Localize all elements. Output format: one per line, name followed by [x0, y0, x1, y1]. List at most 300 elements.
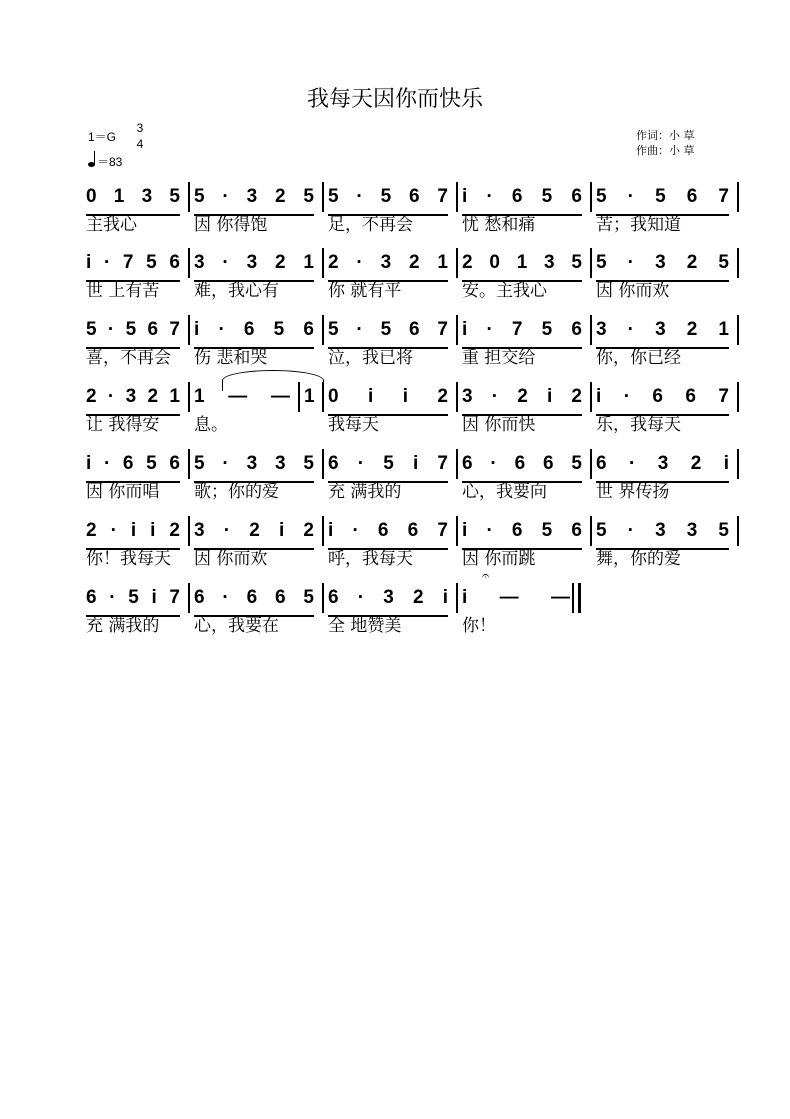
- composer: 作曲：小 草: [636, 144, 695, 157]
- note: i: [462, 319, 468, 340]
- measure-notes: [596, 252, 729, 274]
- note: 2: [690, 453, 702, 474]
- note: 5: [303, 453, 314, 474]
- lyric-text: 因 你而唱: [86, 482, 160, 502]
- measure: [86, 520, 180, 546]
- note: 7: [718, 186, 729, 207]
- measure-notes: [328, 520, 448, 542]
- measure-notes: [86, 453, 180, 475]
- barline: [322, 516, 324, 546]
- note: i: [402, 386, 408, 407]
- time-signature-bottom: 4: [136, 137, 144, 151]
- measure: [328, 587, 448, 613]
- lyric-text: 你！我每天: [86, 549, 171, 569]
- note: 5: [571, 252, 582, 273]
- note: 3: [125, 386, 137, 407]
- barline: [590, 516, 592, 546]
- measure: [86, 252, 180, 278]
- lyric-text: 让 我得安: [86, 415, 160, 435]
- lyric-text: 心，我要向: [462, 482, 547, 502]
- measure: [596, 252, 729, 278]
- note: 3: [383, 587, 394, 608]
- measure-notes: [596, 186, 729, 208]
- measure: [462, 186, 582, 212]
- lyric-text: 因 你而跳: [462, 549, 536, 569]
- note: 3: [657, 453, 669, 474]
- note: 5: [718, 520, 729, 541]
- note: 6: [303, 319, 314, 340]
- note: ·: [357, 587, 365, 608]
- note: 6: [274, 587, 286, 608]
- note: ·: [486, 520, 493, 541]
- measure: [328, 186, 448, 212]
- barline: [456, 182, 458, 212]
- lyric-text: 充 满我的: [86, 616, 160, 636]
- note: 6: [571, 520, 582, 541]
- note: 6: [652, 386, 663, 407]
- note: 2: [274, 186, 286, 207]
- note: 7: [437, 453, 448, 474]
- note: 5: [541, 520, 553, 541]
- note: 6: [571, 319, 582, 340]
- lyric-text: 舞，你的爱: [596, 549, 681, 569]
- note: 7: [437, 520, 448, 541]
- lyric-text: 乐，我每天: [596, 415, 681, 435]
- note: 3: [655, 319, 666, 340]
- note: ·: [357, 453, 365, 474]
- note: 5: [194, 453, 205, 474]
- score-line: [0, 447, 790, 511]
- note: 7: [122, 252, 134, 273]
- note: ·: [356, 186, 363, 207]
- note: 2: [249, 520, 260, 541]
- note: ·: [110, 520, 117, 541]
- barline: [322, 182, 324, 212]
- measure-notes: [194, 252, 314, 274]
- note: —: [228, 386, 248, 407]
- lyric-text: 泣，我已将: [328, 348, 413, 368]
- note: 6: [407, 520, 419, 541]
- note: 7: [437, 319, 448, 340]
- measure: [86, 587, 180, 613]
- lyric-text: 忧 愁和痛: [462, 215, 536, 235]
- lyric-text: 你，你已经: [596, 348, 681, 368]
- note: 2: [147, 386, 159, 407]
- barline: [456, 516, 458, 546]
- note: 6: [685, 386, 696, 407]
- barline: [590, 248, 592, 278]
- note: 5: [146, 252, 157, 273]
- note: 0: [86, 186, 97, 207]
- barline: [737, 449, 739, 479]
- measure: [194, 453, 314, 479]
- barline: [188, 315, 190, 345]
- time-signature: [133, 121, 147, 152]
- note: i: [462, 520, 468, 541]
- note: ·: [490, 453, 497, 474]
- barline: [590, 182, 592, 212]
- measure: [194, 319, 314, 345]
- lyric-text: 你 就有平: [328, 281, 402, 301]
- quarter-note-icon: [88, 162, 95, 167]
- barline: [188, 382, 190, 412]
- note: 7: [511, 319, 523, 340]
- note: ·: [486, 319, 493, 340]
- lyric-text: 世 界传扬: [596, 482, 670, 502]
- note: 2: [86, 386, 97, 407]
- note: 2: [408, 252, 420, 273]
- credits: [636, 128, 695, 158]
- measure: [86, 186, 180, 212]
- note: 5: [541, 319, 553, 340]
- note: —: [270, 386, 290, 407]
- note: —: [551, 587, 570, 608]
- measure-notes: [86, 186, 180, 208]
- measure: [328, 386, 448, 412]
- measure-notes: [596, 386, 729, 408]
- measure-notes: [328, 587, 448, 609]
- lyric-text: 苦；我知道: [596, 215, 681, 235]
- note: ·: [356, 252, 363, 273]
- note: ·: [352, 520, 359, 541]
- note: ·: [107, 386, 115, 407]
- note: i: [462, 587, 468, 608]
- note: 6: [514, 453, 526, 474]
- note: 0: [328, 386, 339, 407]
- measure-notes: [596, 453, 729, 475]
- measure-notes: [328, 186, 448, 208]
- note: 5: [273, 319, 285, 340]
- barline: [188, 449, 190, 479]
- note: 3: [462, 386, 473, 407]
- measure-notes: [328, 453, 448, 475]
- barline: [590, 315, 592, 345]
- note: i: [412, 453, 419, 474]
- note: i: [86, 453, 92, 474]
- barline: [456, 583, 458, 613]
- note: 5: [541, 186, 553, 207]
- note: 2: [412, 587, 424, 608]
- note: ·: [107, 319, 115, 340]
- measure-notes: [194, 186, 314, 208]
- note: ·: [627, 319, 634, 340]
- note: 6: [377, 520, 389, 541]
- barline: [188, 248, 190, 278]
- measure: [194, 587, 314, 613]
- measure: [86, 319, 180, 345]
- note: 5: [169, 186, 180, 207]
- measure: [328, 520, 448, 546]
- note: 2: [274, 252, 286, 273]
- note: i: [723, 453, 729, 474]
- measure-notes: [86, 520, 180, 542]
- note: 2: [86, 520, 97, 541]
- barline: [188, 583, 190, 613]
- note: 6: [542, 453, 554, 474]
- note: i: [150, 520, 156, 541]
- note: 5: [596, 520, 607, 541]
- note: ·: [109, 587, 116, 608]
- measure-notes: [86, 319, 180, 341]
- lyric-text: [304, 414, 314, 436]
- note: 1: [169, 386, 180, 407]
- note: ·: [222, 186, 229, 207]
- score-line: [0, 569, 790, 645]
- final-barline-thin: [572, 583, 574, 613]
- note: 6: [246, 587, 258, 608]
- lyric-text: 我每天: [328, 415, 379, 435]
- note: 6: [86, 587, 97, 608]
- note: 5: [86, 319, 97, 340]
- measure: [462, 520, 582, 546]
- measure: [194, 186, 314, 212]
- lyric-text: 因 你而欢: [596, 281, 670, 301]
- note: ·: [627, 186, 634, 207]
- barline: [456, 382, 458, 412]
- measure-notes: [462, 587, 570, 609]
- barline: [737, 516, 739, 546]
- note: 1: [437, 252, 448, 273]
- note: ·: [628, 453, 636, 474]
- note: 3: [194, 252, 205, 273]
- barline: [737, 182, 739, 212]
- note: i: [442, 587, 448, 608]
- note: 2: [303, 520, 314, 541]
- note: 7: [437, 186, 448, 207]
- score-line: [0, 313, 790, 377]
- note: 3: [246, 252, 258, 273]
- note: 6: [571, 186, 582, 207]
- lyric-text: 主我心: [86, 215, 137, 235]
- measure-notes: [328, 319, 448, 341]
- lyricist: 作词：小 草: [636, 129, 695, 142]
- note: 2: [462, 252, 473, 273]
- note: 1: [113, 186, 125, 207]
- note: 2: [571, 386, 582, 407]
- note: 3: [380, 252, 392, 273]
- measure-notes: [328, 386, 448, 408]
- lyric-text: 心，我要在: [194, 616, 279, 636]
- note: 1: [718, 319, 729, 340]
- note: 6: [169, 453, 180, 474]
- measure: [596, 386, 729, 412]
- measure-notes: [462, 186, 582, 208]
- note: 6: [462, 453, 473, 474]
- note: 5: [125, 319, 137, 340]
- note: 5: [328, 319, 339, 340]
- time-signature-top: 3: [136, 121, 144, 135]
- note: i: [130, 520, 137, 541]
- barline: [737, 382, 739, 412]
- note: 6: [408, 319, 420, 340]
- note: 3: [655, 520, 666, 541]
- barline: [188, 182, 190, 212]
- note: i: [194, 319, 200, 340]
- song-title: 我每天因你而快乐: [306, 87, 483, 112]
- note: i: [462, 186, 468, 207]
- note: 5: [655, 186, 666, 207]
- lyric-text: 难，我心有: [194, 281, 279, 301]
- note: 1: [194, 386, 205, 407]
- note: 5: [571, 453, 582, 474]
- measure-notes: [86, 386, 180, 408]
- lyric-text: 伤 悲和哭: [194, 348, 268, 368]
- lyric-text: 安。主我心: [462, 281, 547, 301]
- measure: [194, 520, 314, 546]
- note: 1: [516, 252, 528, 273]
- note: i: [278, 520, 285, 541]
- note: 3: [274, 453, 286, 474]
- measure: [596, 520, 729, 546]
- measure-notes: [86, 252, 180, 274]
- note: 2: [686, 252, 698, 273]
- barline: [456, 315, 458, 345]
- measure: [462, 386, 582, 412]
- note: ·: [222, 453, 229, 474]
- note: —: [499, 587, 519, 608]
- barline: [456, 248, 458, 278]
- note: ·: [103, 453, 111, 474]
- note: i: [546, 386, 553, 407]
- lyric-text: 息。: [194, 415, 228, 435]
- barline: [322, 583, 324, 613]
- note: 5: [146, 453, 157, 474]
- note: 5: [718, 252, 729, 273]
- lyric-text: 因 你而快: [462, 415, 536, 435]
- barline: [590, 449, 592, 479]
- key-signature: 1＝G: [88, 130, 117, 144]
- note: 5: [128, 587, 139, 608]
- note: 3: [596, 319, 607, 340]
- measure: [328, 252, 448, 278]
- note: 6: [169, 252, 180, 273]
- note: 7: [169, 587, 180, 608]
- note: 3: [194, 520, 205, 541]
- note: i: [368, 386, 374, 407]
- note: 6: [686, 186, 698, 207]
- barline: [322, 248, 324, 278]
- note: 3: [686, 520, 698, 541]
- note: 2: [328, 252, 339, 273]
- note: ·: [222, 252, 229, 273]
- note: i: [596, 386, 602, 407]
- measure-notes: [462, 319, 582, 341]
- lyric-text: 足，不再会: [328, 215, 413, 235]
- note: 5: [380, 186, 392, 207]
- tempo-marking: [88, 153, 122, 170]
- note: 6: [408, 186, 420, 207]
- note: 1: [303, 252, 314, 273]
- note: 2: [169, 520, 180, 541]
- note: ·: [486, 186, 493, 207]
- measure-notes: [596, 520, 729, 542]
- note: i: [151, 587, 157, 608]
- lyric-text: 你！: [462, 616, 496, 636]
- note: 5: [596, 252, 607, 273]
- measure-notes: [86, 587, 180, 609]
- note: 6: [511, 186, 523, 207]
- note: 5: [194, 186, 205, 207]
- note: 7: [718, 386, 729, 407]
- note: 2: [437, 386, 448, 407]
- measure: [328, 453, 448, 479]
- measure: [462, 587, 570, 613]
- note: 3: [655, 252, 666, 273]
- lyric-text: 重 担交给: [462, 348, 536, 368]
- note: 5: [380, 319, 392, 340]
- measure-notes: [194, 453, 314, 475]
- lyric-text: 因 你得饱: [194, 215, 268, 235]
- note: 0: [489, 252, 500, 273]
- tempo-value: ＝83: [97, 155, 123, 169]
- barline: [322, 315, 324, 345]
- score-line: [0, 514, 790, 578]
- note: 6: [243, 319, 255, 340]
- note: 3: [246, 453, 258, 474]
- measure-notes: [328, 252, 448, 274]
- barline: [737, 248, 739, 278]
- note: ·: [491, 386, 499, 407]
- note: 6: [328, 587, 339, 608]
- measure: [86, 453, 180, 479]
- measure-notes: [462, 453, 582, 475]
- measure: [596, 186, 729, 212]
- measure-notes: [194, 319, 314, 341]
- note: 3: [246, 186, 258, 207]
- note: ·: [222, 587, 229, 608]
- lyric-text: 世 上有苦: [86, 281, 160, 301]
- note: 6: [328, 453, 339, 474]
- note: 2: [517, 386, 528, 407]
- lyric-text: 歌；你的爱: [194, 482, 279, 502]
- measure-notes: [462, 252, 582, 274]
- note: 6: [194, 587, 205, 608]
- measure-notes: [194, 587, 314, 609]
- note: 5: [328, 186, 339, 207]
- note: i: [86, 252, 92, 273]
- score-line: [0, 380, 790, 444]
- note: ·: [627, 252, 634, 273]
- note: ·: [623, 386, 631, 407]
- note: 6: [122, 453, 134, 474]
- lyric-text: 全 地赞美: [328, 616, 402, 636]
- measure-notes: [194, 520, 314, 542]
- lyric-text: 呼，我每天: [328, 549, 413, 569]
- measure: [596, 319, 729, 345]
- lyric-text: 充 满我的: [328, 482, 402, 502]
- measure-notes: [462, 520, 582, 542]
- tie-arc: [222, 370, 324, 391]
- lyric-text: 喜，不再会: [86, 348, 171, 368]
- measure: [328, 319, 448, 345]
- measure-notes: [596, 319, 729, 341]
- barline: [590, 382, 592, 412]
- measure: [596, 453, 729, 479]
- note: i: [328, 520, 334, 541]
- barline: [456, 449, 458, 479]
- lyric-text: 因 你而欢: [194, 549, 268, 569]
- measure: [462, 453, 582, 479]
- fermata-icon: 𝄐: [482, 569, 490, 584]
- measure: [462, 252, 582, 278]
- note: 1: [304, 386, 315, 407]
- note: ·: [627, 520, 634, 541]
- note: ·: [223, 520, 231, 541]
- note: 6: [596, 453, 607, 474]
- measure: [194, 252, 314, 278]
- note: 6: [511, 520, 523, 541]
- note: 5: [303, 587, 314, 608]
